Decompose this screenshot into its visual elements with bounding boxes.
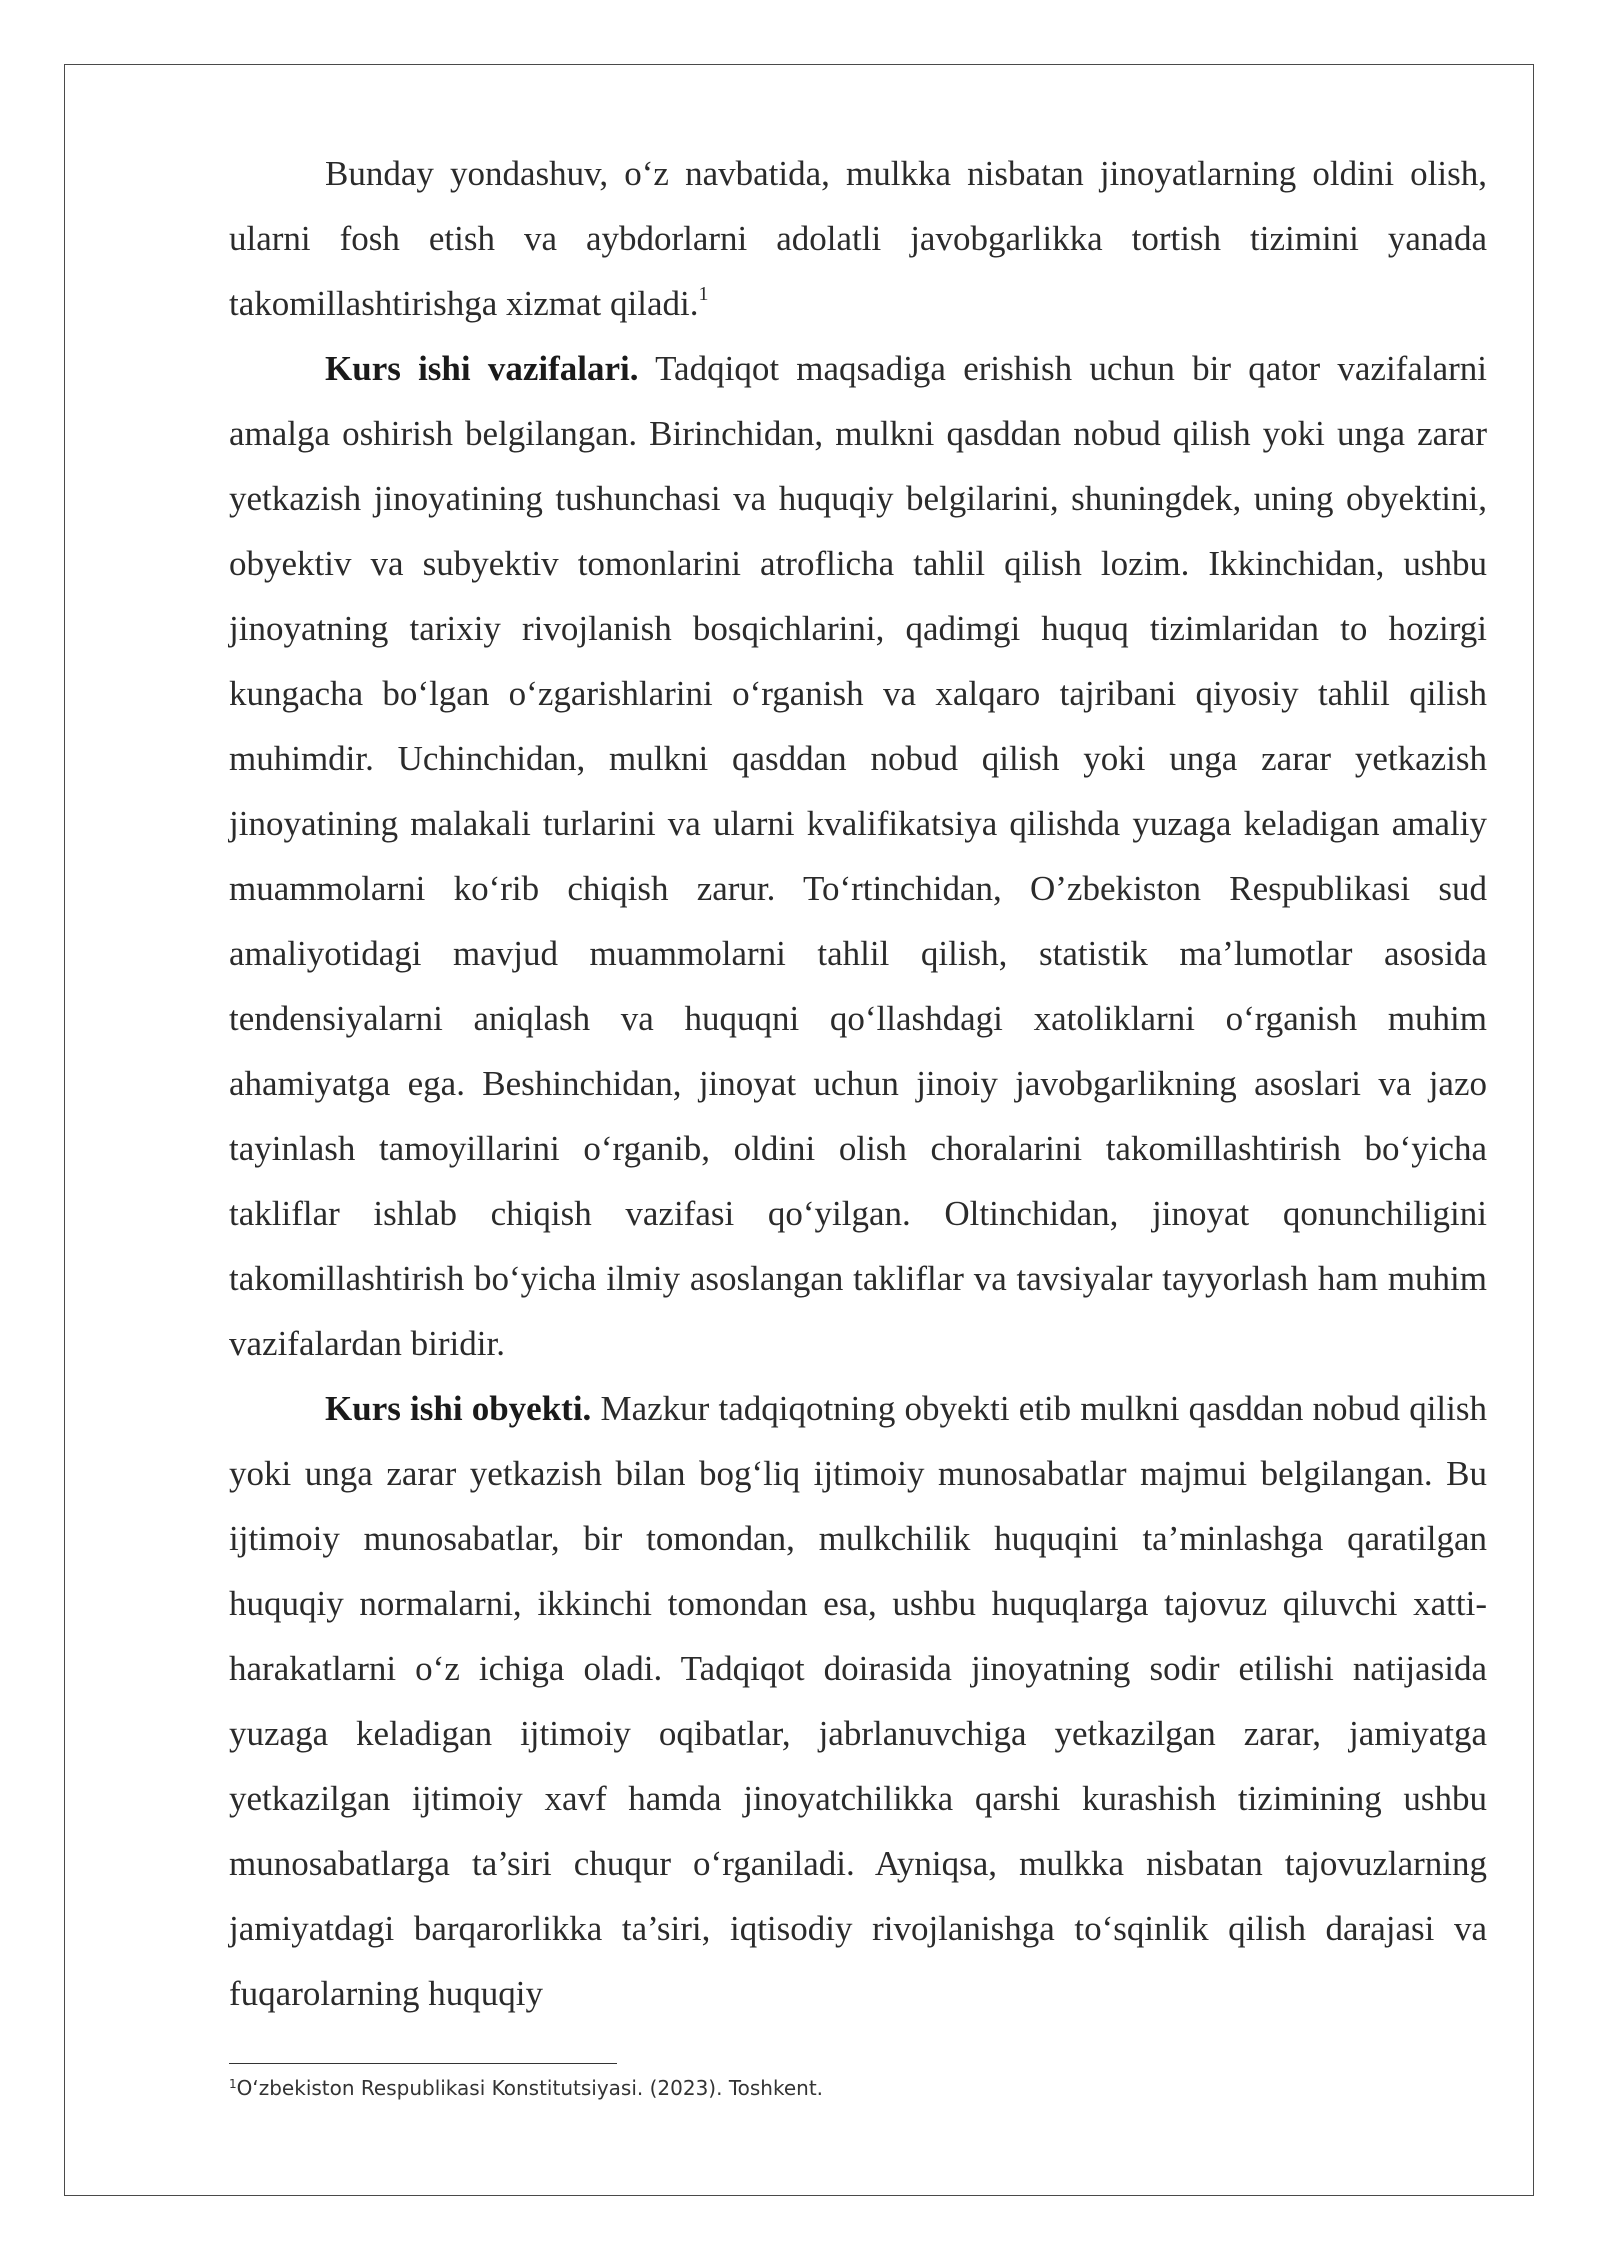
document-body [229,141,1487,2026]
section-heading-objectives: Kurs ishi vazifalari. [325,349,639,388]
paragraph-object [229,1376,1487,2026]
paragraph-objectives [229,336,1487,1376]
section-heading-object: Kurs ishi obyekti. [325,1389,592,1428]
paragraph-text: Bunday yondashuv, o‘z navbatida, mulkka nisbatan jinoyatlarning oldini olish, ularni fosh etish va aybdorlarni adolatli javobgarlikka tortish tizimini yanada takomillashtirishga xizmat qiladi. [229,154,1487,323]
footnote [229,2075,823,2101]
footnote-text: O‘zbekiston Respublikasi Konstitutsiyasi. (2023). Toshkent. [236,2076,824,2100]
paragraph-intro [229,141,1487,336]
footnote-number: 1 [229,2077,237,2091]
footnote-reference[interactable]: 1 [698,283,709,305]
paragraph-text: Mazkur tadqiqotning obyekti etib mulkni qasddan nobud qilish yoki unga zarar yetkazish bilan bog‘liq ijtimoiy munosabatlar majmui belgilangan. Bu ijtimoiy munosabatlar, bir tomondan, mulkchilik huquqini ta’minlashga qaratilgan huquqiy normalarni, ikkinchi tomondan esa, ushbu huquqlarga tajovuz qiluvchi xatti-harakatlarni o‘z ichiga oladi. Tadqiqot doirasida jinoyatning sodir etilishi natijasida yuzaga keladigan ijtimoiy oqibatlar, jabrlanuvchiga yetkazilgan zarar, jamiyatga yetkazilgan ijtimoiy xavf hamda jinoyatchilikka qarshi kurashish tizimining ushbu munosabatlarga ta’siri chuqur o‘rganiladi. Ayniqsa, mulkka nisbatan tajovuzlarning jamiyatdagi barqarorlikka ta’siri, iqtisodiy rivojlanishga to‘sqinlik qilish darajasi va fuqarolarning huquqiy [229,1389,1487,2013]
paragraph-text: Tadqiqot maqsadiga erishish uchun bir qator vazifalarni amalga oshirish belgilangan. Birinchidan, mulkni qasddan nobud qilish yoki unga zarar yetkazish jinoyatining tushunchasi va huquqiy belgilarini, shuningdek, uning obyektini, obyektiv va subyektiv tomonlarini atroflicha tahlil qilish lozim. Ikkinchidan, ushbu jinoyatning tarixiy rivojlanish bosqichlarini, qadimgi huquq tizimlaridan to hozirgi kungacha bo‘lgan o‘zgarishlarini o‘rganish va xalqaro tajribani qiyosiy tahlil qilish muhimdir. Uchinchidan, mulkni qasddan nobud qilish yoki unga zarar yetkazish jinoyatining malakali turlarini va ularni kvalifikatsiya qilishda yuzaga keladigan amaliy muammolarni ko‘rib chiqish zarur. To‘rtinchidan, O’zbekiston Respublikasi sud amaliyotidagi mavjud muammolarni tahlil qilish, statistik ma’lumotlar asosida tendensiyalarni aniqlash va huquqni qo‘llashdagi xatoliklarni o‘rganish muhim ahamiyatga ega. Beshinchidan, jinoyat uchun jinoiy javobgarlikning asoslari va jazo tayinlash tamoyillarini o‘rganib, oldini olish choralarini takomillashtirish bo‘yicha takliflar ishlab chiqish vazifasi qo‘yilgan. Oltinchidan, jinoyat qonunchiligini takomillashtirish bo‘yicha ilmiy asoslangan takliflar va tavsiyalar tayyorlash ham muhim vazifalardan biridir. [229,349,1487,1363]
footnote-separator [229,2063,617,2064]
